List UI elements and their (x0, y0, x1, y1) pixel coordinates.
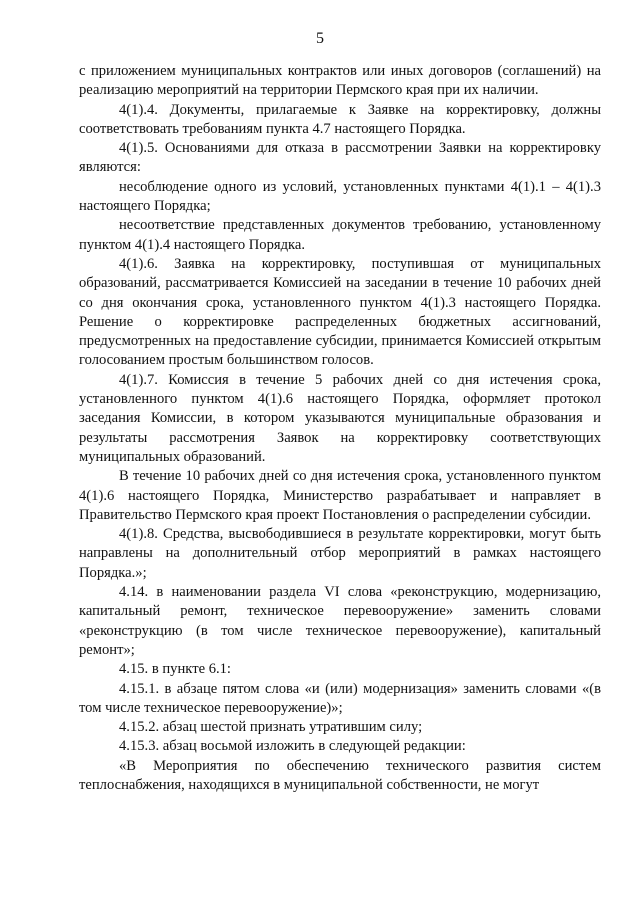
page-number: 5 (316, 30, 324, 47)
paragraph-6: 4(1).6. Заявка на корректировку, поступившая от муниципальных образований, рассматривается Комиссией на заседании в течение 10 рабочих дней со дня окончания срока, установленного пунктом 4(1).3 настоящего Порядка. Решение о корректировке распределенных бюджетных ассигнований, предусмотренных на предоставление субсидии, принимается Комиссией открытым голосованием простым большинством голосов. (79, 255, 601, 369)
paragraph-13: 4.15.2. абзац шестой признать утратившим силу; (119, 719, 423, 736)
paragraph-10: 4.14. в наименовании раздела VI слова «реконструкцию, модернизацию, капитальный ремонт, техническое перевооружение» заменить словами «реконструкцию (в том числе техническое перевооружение), капитальный ремонт»; (79, 584, 601, 658)
paragraph-15: «В Мероприятия по обеспечению технического развития систем теплоснабжения, находящихся в муниципальной собственности, не могут (79, 757, 601, 793)
paragraph-5: несоответствие представленных документов требованию, установленному пунктом 4(1).4 настоящего Порядка. (79, 217, 601, 253)
paragraph-1: с приложением муниципальных контрактов или иных договоров (соглашений) на реализацию мероприятий на территории Пермского края при их наличии. (79, 63, 601, 99)
document-body (79, 62, 601, 795)
paragraph-2: 4(1).4. Документы, прилагаемые к Заявке на корректировку, должны соответствовать требованиям пункта 4.7 настоящего Порядка. (79, 101, 601, 137)
paragraph-4: несоблюдение одного из условий, установленных пунктами 4(1).1 – 4(1).3 настоящего Порядка; (79, 178, 601, 215)
paragraph-3: 4(1).5. Основаниями для отказа в рассмотрении Заявки на корректировку являются: (79, 140, 601, 176)
paragraph-9: 4(1).8. Средства, высвободившиеся в результате корректировки, могут быть направлены на дополнительный отбор мероприятий в рамках настоящего Порядка.»; (79, 526, 601, 581)
paragraph-12: 4.15.1. в абзаце пятом слова «и (или) модернизация» заменить словами «(в том числе техническое перевооружение)»; (79, 680, 601, 716)
paragraph-8: В течение 10 рабочих дней со дня истечения срока, установленного пунктом 4(1).6 настоящего Порядка, Министерство разрабатывает и направляет в Правительство Пермского края проект Постановления о распределении субсидии. (79, 468, 601, 523)
paragraph-7: 4(1).7. Комиссия в течение 5 рабочих дней со дня истечения срока, установленного пунктом 4(1).6 настоящего Порядка, оформляет протокол заседания Комиссии, в котором указываются муниципальные образования и результаты рассмотрения Заявок на корректировку соответствующих муниципальных образований. (79, 371, 601, 465)
paragraph-11: 4.15. в пункте 6.1: (119, 661, 231, 678)
paragraph-14: 4.15.3. абзац восьмой изложить в следующей редакции: (119, 738, 466, 755)
